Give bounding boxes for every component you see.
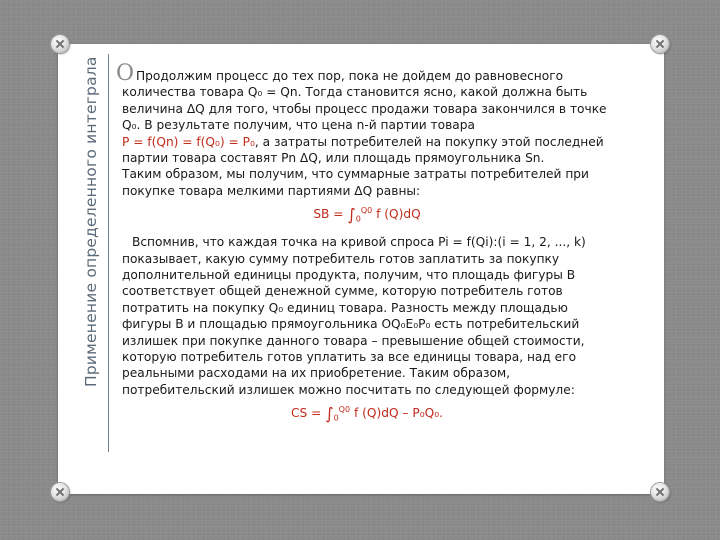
paragraph-1: Продолжим процесс до тех пор, пока не дойдем до равновесного количества товара Q₀ = Qn. Тогда становится ясно, какой должна быть величина ΔQ для того, чтобы процесс продажи товара закончился в точке Q₀. В результате получим, что цена n-й партии товара	[122, 69, 607, 133]
title-band	[58, 44, 112, 494]
formula-sb-rhs: f (Q)dQ	[376, 207, 421, 222]
price-equation: P = f(Qn) = f(Q₀) = P₀	[122, 134, 255, 149]
formula-cs-lhs: CS =	[291, 406, 326, 421]
integral-upper-bound: Q0	[360, 206, 373, 216]
integral-upper-bound: Q0	[338, 405, 351, 415]
bullet-icon: O	[116, 61, 135, 86]
paragraph-3: Таким образом, мы получим, что суммарные затраты потребителей при покупке товара мелкими партиями ΔQ равны:	[122, 167, 589, 198]
integral-sign: ∫	[347, 205, 356, 225]
paragraph-5: показывает, какую сумму потребитель готов заплатить за покупку дополнительной единицы продукта, получим, что площадь фигуры В соответствует общей денежной сумме, которую потребитель готов потратить на покупку Q₀ единиц товара. Разность между площадью фигуры В и площадью прямоугольника OQ₀E₀P₀ есть потребительский излишек при покупке данного товара – превышение общей стоимости, которую потребитель готов уплатить за все единицы товара, над его реальными расходами на их приобретение. Таким образом, потребительский излишек можно посчитать по следующей формуле:	[122, 251, 585, 397]
formula-cs	[122, 402, 612, 427]
pushpin-icon	[51, 483, 69, 501]
paragraph-4: Вспомнив, что каждая точка на кривой спроса Pi = f(Qi):(i = 1, 2, ..., k)	[132, 235, 586, 250]
formula-cs-rhs: f (Q)dQ – P₀Q₀.	[353, 406, 443, 421]
paragraph-2-text: , а затраты потребителей на покупку этой последней партии товара составят Pn ΔQ, или площадь прямоугольника Sn.	[122, 134, 604, 166]
pushpin-icon	[51, 35, 69, 53]
formula-sb	[122, 203, 612, 228]
title-divider	[108, 54, 109, 452]
paragraph-2	[122, 134, 612, 167]
integral-lower-bound: 0	[333, 413, 339, 423]
pushpin-icon	[651, 483, 669, 501]
formula-sb-lhs: SB =	[313, 207, 348, 222]
slide-title: Применение определенного интеграла	[82, 56, 100, 387]
pushpin-icon	[651, 35, 669, 53]
integral-sign: ∫	[325, 404, 334, 424]
integral-lower-bound: 0	[355, 214, 361, 224]
slide-body	[116, 61, 612, 433]
